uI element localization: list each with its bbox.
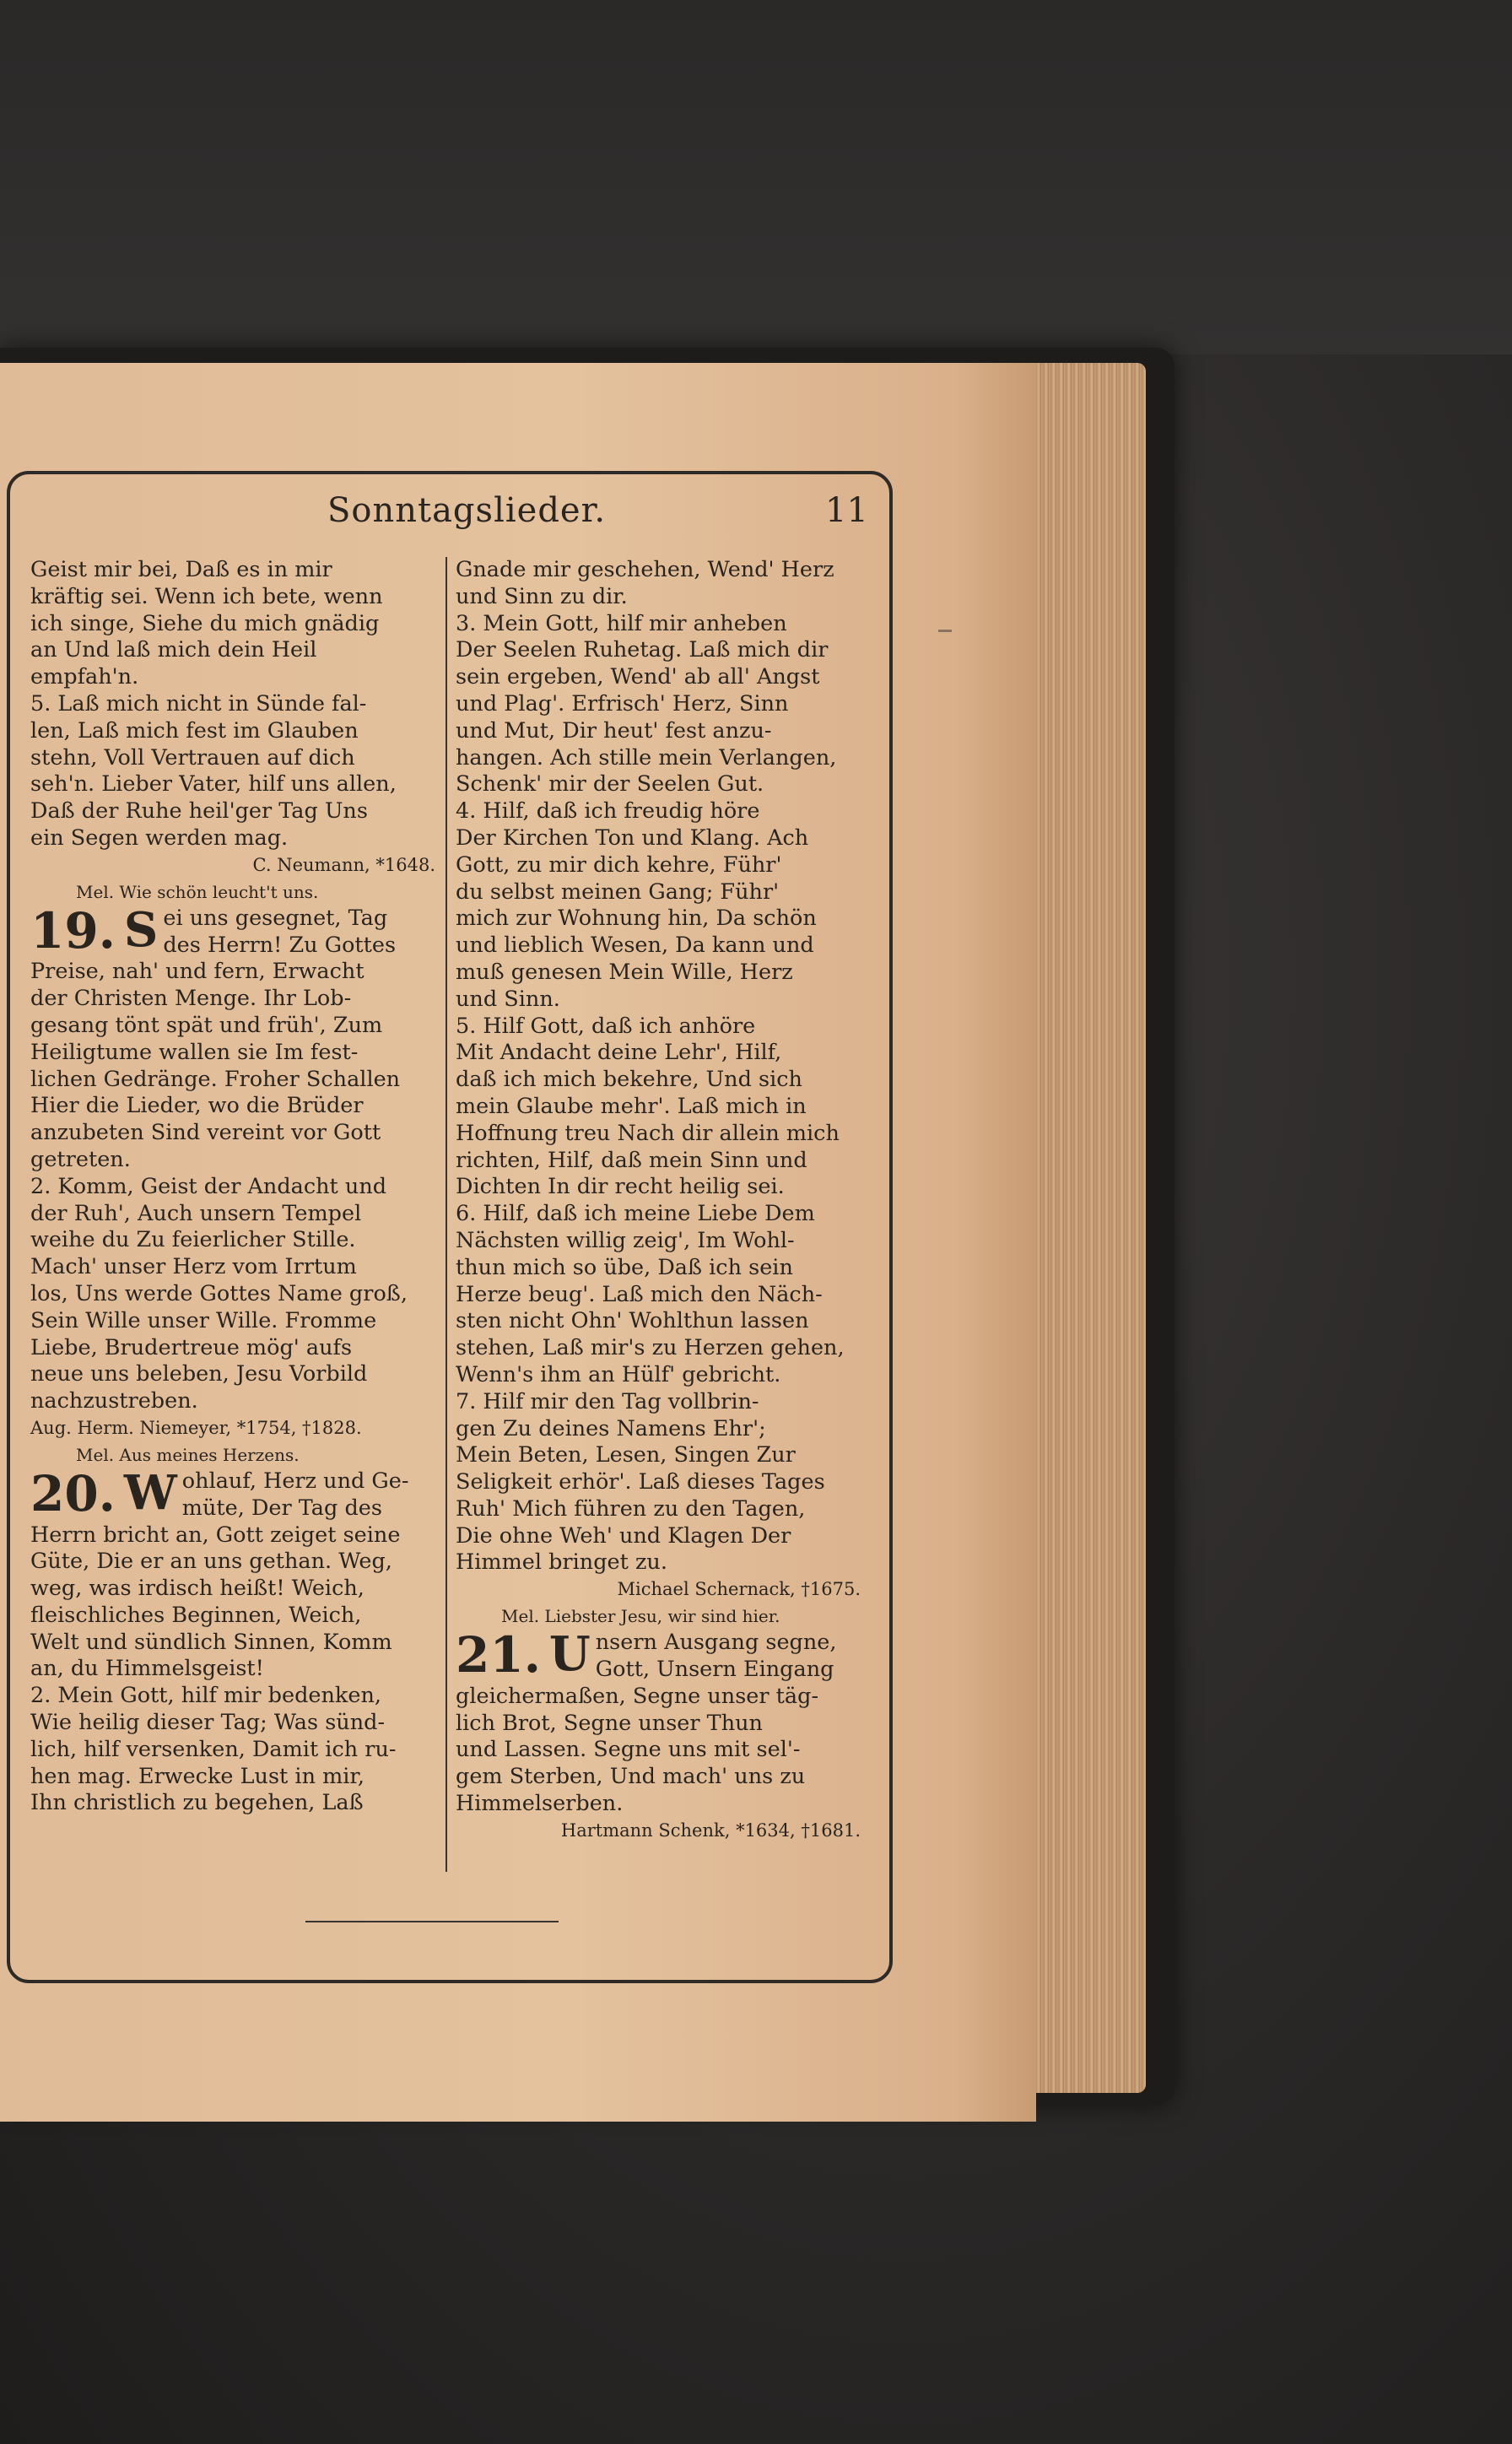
footer-rule: [305, 1921, 559, 1922]
running-head: Sonntagslieder.: [327, 491, 607, 530]
hymn19-number: 19.: [30, 901, 116, 960]
page-speck: [938, 630, 952, 632]
text-line: 7. Hilf mir den Tag vollbrin-: [456, 1388, 759, 1414]
text-line: seh'n. Lieber Vater, hilf uns allen,: [30, 771, 397, 798]
text-line: und Sinn zu dir.: [456, 583, 628, 609]
text-line: richten, Hilf, daß mein Sinn und: [456, 1147, 807, 1173]
hymn-21: [456, 1626, 861, 1818]
text-line: lich, hilf versenken, Damit ich ru-: [30, 1736, 397, 1762]
hymn21-melody: Mel. Liebster Jesu, wir sind hier.: [501, 1606, 780, 1627]
text-line: Herze beug'. Laß mich den Näch-: [456, 1281, 823, 1307]
hymn18-continuation: [30, 557, 435, 852]
text-line: weihe du Zu feierlicher Stille.: [30, 1227, 356, 1253]
hymn19-author: Aug. Herm. Niemeyer, *1754, †1828.: [30, 1417, 362, 1438]
text-line: daß ich mich bekehre, Und sich: [456, 1067, 802, 1093]
text-line: empfah'n.: [30, 664, 139, 690]
text-line: der Ruh', Auch unsern Tempel: [30, 1200, 362, 1226]
text-line: Güte, Die er an uns gethan. Weg,: [30, 1549, 392, 1575]
text-line: und Sinn.: [456, 986, 560, 1012]
text-line: Mit Andacht deine Lehr', Hilf,: [456, 1040, 782, 1066]
text-line: gem Sterben, Und mach' uns zu: [456, 1764, 806, 1790]
text-line: Himmelserben.: [456, 1791, 624, 1817]
text-line: mein Glaube mehr'. Laß mich in: [456, 1093, 807, 1119]
column-divider: [446, 557, 447, 1872]
text-line: Preise, nah' und fern, Erwacht: [30, 959, 364, 985]
text-line: anzubeten Sind vereint vor Gott: [30, 1120, 381, 1146]
text-line: und Plag'. Erfrisch' Herz, Sinn: [456, 690, 789, 716]
hymn20-melody: Mel. Aus meines Herzens.: [76, 1444, 300, 1465]
text-line: Nächsten willig zeig', Im Wohl-: [456, 1227, 795, 1253]
text-line: Dichten In dir recht heilig sei.: [456, 1174, 785, 1200]
text-line: Sein Wille unser Wille. Fromme: [30, 1307, 377, 1333]
text-line: los, Uns werde Gottes Name groß,: [30, 1280, 408, 1306]
text-line: Himmel bringet zu.: [456, 1549, 667, 1576]
hymn20-continuation: [456, 557, 861, 1576]
text-line: und Mut, Dir heut' fest anzu-: [456, 717, 772, 743]
text-line: Liebe, Brudertreue mög' aufs: [30, 1334, 353, 1360]
text-line: ei uns gesegnet, Tag: [163, 905, 388, 931]
background-top: [0, 0, 1512, 354]
text-line: Wie heilig dieser Tag; Was sünd-: [30, 1710, 386, 1736]
hymn19-melody: Mel. Wie schön leucht't uns.: [76, 881, 319, 902]
text-line: und lieblich Wesen, Da kann und: [456, 933, 814, 959]
text-line: des Herrn! Zu Gottes: [163, 932, 397, 958]
hymn20-number: 20.: [30, 1464, 116, 1522]
text-line: sein ergeben, Wend' ab all' Angst: [456, 664, 820, 690]
text-line: Hier die Lieder, wo die Brüder: [30, 1093, 364, 1119]
text-line: müte, Der Tag des: [181, 1495, 382, 1521]
text-line: Welt und sündlich Sinnen, Komm: [30, 1629, 392, 1655]
text-line: ein Segen werden mag.: [30, 825, 289, 851]
text-line: an Und laß mich dein Heil: [30, 637, 317, 663]
text-line: du selbst meinen Gang; Führ': [456, 879, 780, 905]
text-line: Mein Beten, Lesen, Singen Zur: [456, 1442, 796, 1468]
text-line: mich zur Wohnung hin, Da schön: [456, 906, 817, 932]
hymn21-author: Hartmann Schenk, *1634, †1681.: [560, 1819, 861, 1841]
text-line: Gott, Unsern Eingang: [595, 1657, 834, 1683]
hymn19-dropcap: S: [123, 901, 159, 958]
text-line: fleischliches Beginnen, Weich,: [30, 1602, 362, 1628]
text-line: 2. Mein Gott, hilf mir bedenken,: [30, 1683, 381, 1709]
text-line: stehen, Laß mir's zu Herzen gehen,: [456, 1335, 845, 1361]
text-line: Gnade mir geschehen, Wend' Herz: [456, 557, 834, 582]
text-line: lich Brot, Segne unser Thun: [456, 1710, 763, 1736]
text-line: an, du Himmelsgeist!: [30, 1656, 264, 1682]
text-line: und Lassen. Segne uns mit sel'-: [456, 1737, 801, 1763]
text-line: Geist mir bei, Daß es in mir: [30, 557, 332, 582]
text-line: Heiligtume wallen sie Im fest-: [30, 1039, 359, 1065]
right-column: [456, 557, 861, 1844]
text-line: sten nicht Ohn' Wohlthun lassen: [456, 1308, 809, 1334]
text-line: ich singe, Siehe du mich gnädig: [30, 610, 380, 636]
text-line: Mach' unser Herz vom Irrtum: [30, 1254, 357, 1280]
hymn-19: [30, 901, 435, 1415]
text-line: nachzustreben.: [30, 1388, 198, 1414]
text-line: Hoffnung treu Nach dir allein mich: [456, 1120, 840, 1146]
text-line: hangen. Ach stille mein Verlangen,: [456, 744, 837, 771]
text-line: Ihn christlich zu begehen, Laß: [30, 1790, 364, 1816]
text-line: Der Seelen Ruhetag. Laß mich dir: [456, 637, 829, 663]
text-line: lichen Gedränge. Froher Schallen: [30, 1066, 401, 1092]
hymn20-dropcap: W: [123, 1464, 177, 1521]
text-line: Die ohne Weh' und Klagen Der: [456, 1522, 791, 1549]
hymn21-number: 21.: [456, 1626, 541, 1684]
hymn-20: [30, 1464, 435, 1817]
text-line: kräftig sei. Wenn ich bete, wenn: [30, 583, 383, 609]
text-line: Ruh' Mich führen zu den Tagen,: [456, 1495, 806, 1522]
text-line: Herrn bricht an, Gott zeiget seine: [30, 1522, 401, 1548]
text-line: thun mich so übe, Daß ich sein: [456, 1254, 793, 1280]
text-line: Wenn's ihm an Hülf' gebricht.: [456, 1361, 781, 1387]
text-line: der Christen Menge. Ihr Lob-: [30, 986, 352, 1012]
text-line: stehn, Voll Vertrauen auf dich: [30, 744, 355, 771]
text-line: len, Laß mich fest im Glauben: [30, 717, 359, 743]
text-line: Der Kirchen Ton und Klang. Ach: [456, 825, 809, 851]
text-line: gesang tönt spät und früh', Zum: [30, 1012, 383, 1038]
text-line: neue uns beleben, Jesu Vorbild: [30, 1361, 368, 1387]
page-number: 11: [825, 491, 868, 530]
text-line: Gott, zu mir dich kehre, Führ': [456, 852, 782, 878]
text-line: gleichermaßen, Segne unser täg-: [456, 1683, 819, 1709]
text-line: 3. Mein Gott, hilf mir anheben: [456, 610, 787, 636]
left-column: [30, 557, 435, 1817]
text-line: Schenk' mir der Seelen Gut.: [456, 771, 764, 798]
text-line: 2. Komm, Geist der Andacht und: [30, 1173, 387, 1199]
text-line: 5. Hilf Gott, daß ich anhöre: [456, 1013, 756, 1039]
text-line: muß genesen Mein Wille, Herz: [456, 959, 793, 985]
hymn18-author: C. Neumann, *1648.: [252, 854, 435, 875]
text-line: getreten.: [30, 1146, 131, 1172]
text-line: weg, was irdisch heißt! Weich,: [30, 1576, 364, 1602]
text-line: gen Zu deines Namens Ehr';: [456, 1415, 766, 1441]
text-line: Seligkeit erhör'. Laß dieses Tages: [456, 1469, 825, 1495]
text-line: 6. Hilf, daß ich meine Liebe Dem: [456, 1201, 815, 1227]
text-line: 5. Laß mich nicht in Sünde fal-: [30, 690, 367, 716]
hymn20-author: Michael Schernack, †1675.: [617, 1579, 861, 1600]
text-line: 4. Hilf, daß ich freudig höre: [456, 798, 760, 825]
text-line: ohlauf, Herz und Ge-: [181, 1468, 409, 1494]
text-line: hen mag. Erwecke Lust in mir,: [30, 1763, 364, 1789]
hymn21-dropcap: U: [548, 1626, 591, 1683]
text-line: Daß der Ruhe heil'ger Tag Uns: [30, 798, 368, 825]
text-line: nsern Ausgang segne,: [595, 1630, 837, 1656]
